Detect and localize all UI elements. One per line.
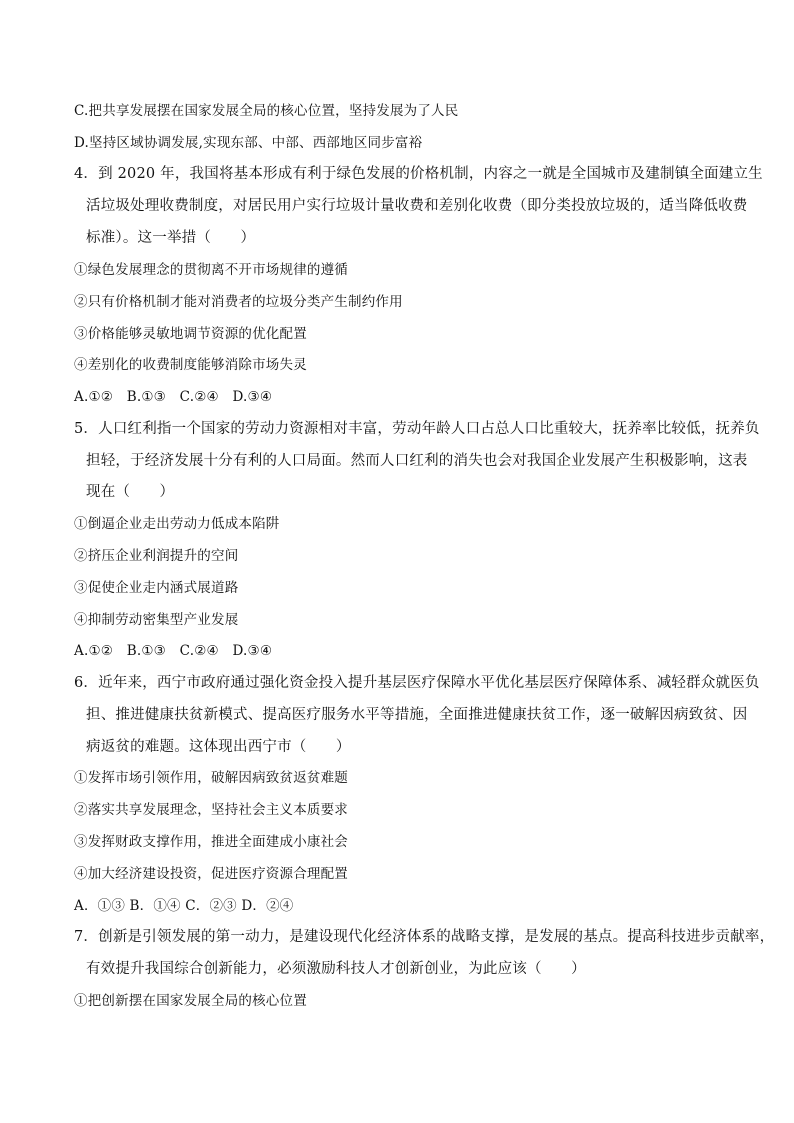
question-6-choices: A．①③ B．①④ C．②③ D．②④: [74, 898, 294, 914]
question-4-statement-3: ③价格能够灵敏地调节资源的优化配置: [74, 326, 307, 342]
question-6-statement-4: ④加大经济建设投资，促进医疗资源合理配置: [74, 866, 348, 882]
question-6-stem-line-1: 6．近年来，西宁市政府通过强化资金投入提升基层医疗保障水平优化基层医疗保障体系、减轻群众就医负: [74, 675, 760, 691]
question-5-statement-4: ④抑制劳动密集型产业发展: [74, 612, 239, 628]
question-6-statement-2: ②落实共享发展理念，坚持社会主义本质要求: [74, 802, 348, 818]
option-c: C.把共享发展摆在国家发展全局的核心位置，坚持发展为了人民: [74, 103, 459, 119]
question-5-statement-3: ③促使企业走内涵式展道路: [74, 580, 239, 596]
question-5-stem-line-3: 现在（ ）: [86, 484, 175, 500]
question-4-choices: A.①② B.①③ C.②④ D.③④: [74, 389, 273, 405]
question-4-stem-line-3: 标准）。这一举措（ ）: [86, 230, 256, 246]
option-d: D.坚持区域协调发展,实现东部、中部、西部地区同步富裕: [74, 135, 423, 151]
question-5-stem-line-2: 担轻，于经济发展十分有利的人口局面。然而人口红利的消失也会对我国企业发展产生积极影响，这表: [86, 453, 748, 469]
question-4-statement-2: ②只有价格机制才能对消费者的垃圾分类产生制约作用: [74, 294, 403, 310]
question-7-stem-line-2: 有效提升我国综合创新能力，必须激励科技人才创新创业，为此应该（ ）: [86, 961, 586, 977]
question-5-stem-line-1: 5．人口红利指一个国家的劳动力资源相对丰富，劳动年龄人口占总人口比重较大，抚养率比较低，抚养负: [74, 421, 760, 437]
question-4-stem-line-1: 4．到 2020 年，我国将基本形成有利于绿色发展的价格机制，内容之一就是全国城市及建制镇全面建立生: [74, 166, 763, 182]
question-5-statement-2: ②挤压企业利润提升的空间: [74, 548, 239, 564]
question-6-statement-1: ①发挥市场引领作用，破解因病致贫返贫难题: [74, 770, 348, 786]
question-6-stem-line-2: 担、推进健康扶贫新模式、提高医疗服务水平等措施，全面推进健康扶贫工作，逐一破解因病致贫、因: [86, 707, 748, 723]
question-7-statement-1: ①把创新摆在国家发展全局的核心位置: [74, 993, 307, 1009]
question-6-statement-3: ③发挥财政支撑作用，推进全面建成小康社会: [74, 834, 348, 850]
question-4-statement-4: ④差别化的收费制度能够消除市场失灵: [74, 357, 307, 373]
question-4-stem-line-2: 活垃圾处理收费制度，对居民用户实行垃圾计量收费和差别化收费（即分类投放垃圾的，适当降低收费: [86, 198, 748, 214]
question-7-stem-line-1: 7．创新是引领发展的第一动力，是建设现代化经济体系的战略支撑，是发展的基点。提高科技进步贡献率，: [74, 929, 775, 945]
question-5-statement-1: ①倒逼企业走出劳动力低成本陷阱: [74, 516, 280, 532]
question-5-choices: A.①② B.①③ C.②④ D.③④: [74, 643, 273, 659]
question-4-statement-1: ①绿色发展理念的贯彻离不开市场规律的遵循: [74, 262, 348, 278]
question-6-stem-line-3: 病返贫的难题。这体现出西宁市（ ）: [86, 739, 351, 755]
